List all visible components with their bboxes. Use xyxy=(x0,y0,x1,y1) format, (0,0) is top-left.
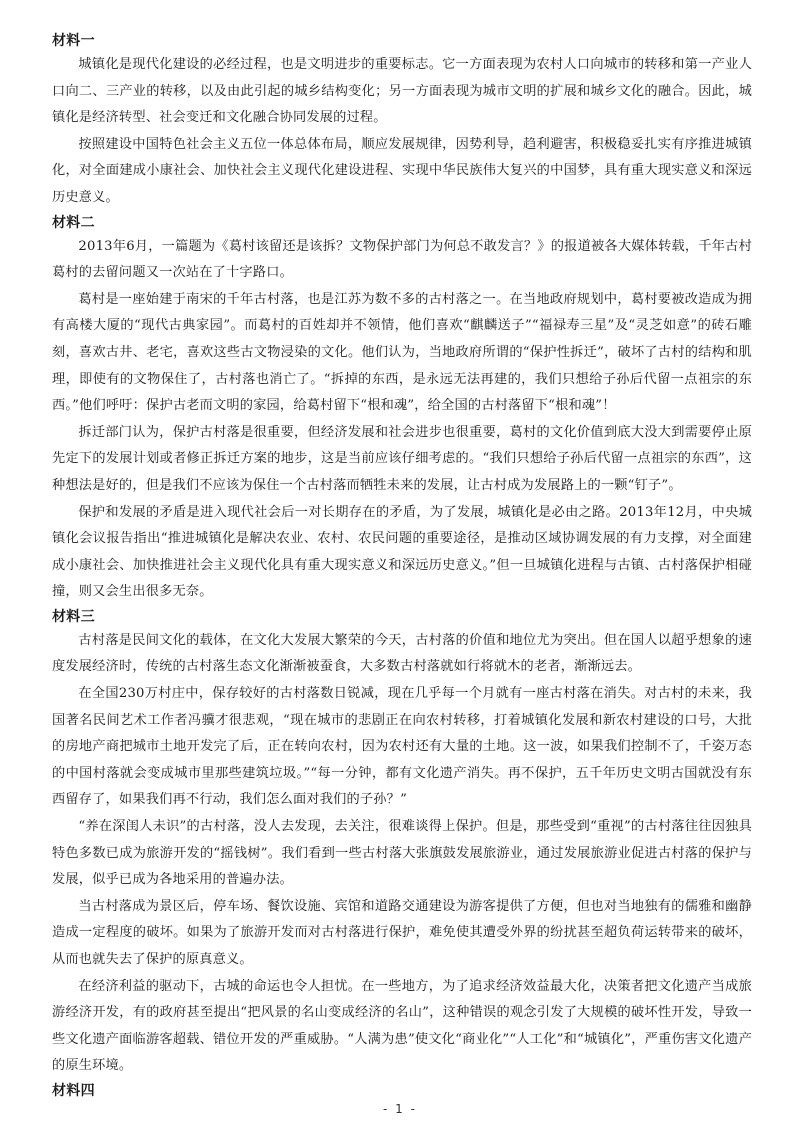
paragraph: 保护和发展的矛盾是进入现代社会后一对长期存在的矛盾，为了发展，城镇化是必由之路。2013年12月，中央城镇化会议报告指出“推进城镇化是解决农业、农村、农民问题的重要途径，是推动区域协调发展的有力支撑，对全面建成小康社会、加快推进社会主义现代化具有重大现实意义和深远历史意义。”但一旦城镇化进程与古镇、古村落保护相碰撞，则又会生出很多无奈。 xyxy=(52,504,752,600)
section-heading: 材料一 xyxy=(52,33,95,49)
document-page xyxy=(52,30,752,1102)
paragraph: 在经济利益的驱动下，古城的命运也令人担忧。在一些地方，为了追求经济效益最大化，决策者把文化遗产当成旅游经济开发，有的政府甚至提出“把风景的名山变成经济的名山”，这种错误的观念引发了大规模的破坏性开发，导致一些文化遗产面临游客超载、错位开发的严重威胁。“人满为患”使文化“商业化”“人工化”和“城镇化”，严重伤害文化遗产的原生环境。 xyxy=(52,978,752,1074)
material-two-section xyxy=(52,212,752,606)
paragraph: 按照建设中国特色社会主义五位一体总体布局，顺应发展规律，因势利导，趋利避害，积极稳妥扎实有序推进城镇化，对全面建成小康社会、加快社会主义现代化建设进程、实现中华民族伟大复兴的中国梦，具有重大现实意义和深远历史意义。 xyxy=(52,136,752,205)
section-heading: 材料三 xyxy=(52,608,95,625)
paragraph: 2013年6月，一篇题为《葛村该留还是该拆？文物保护部门为何总不敢发言？》的报道被各大媒体转载，千年古村葛村的去留问题又一次站在了十字路口。 xyxy=(52,238,752,281)
paragraph: 古村落是民间文化的载体，在文化大发展大繁荣的今天，古村落的价值和地位尤为突出。但在国人以超乎想象的速度发展经济时，传统的古村落生态文化渐渐被蚕食，大多数古村落就如行将就木的老者，渐渐远去。 xyxy=(52,632,752,675)
page-number: - 1 - xyxy=(383,1102,417,1116)
material-one-section xyxy=(52,30,752,212)
section-heading: 材料二 xyxy=(52,214,95,231)
paragraph: 拆迁部门认为，保护古村落是很重要，但经济发展和社会进步也很重要，葛村的文化价值到底大没大到需要停止原先定下的发展计划或者修正拆迁方案的地步，这是当前应该仔细考虑的。“我们只想给子孙后代留一点祖宗的东西”，这种想法是好的，但是我们不应该为保住一个古村落而牺牲未来的发展，让古村成为发展路上的一颗“钉子”。 xyxy=(52,424,752,493)
paragraph: 葛村是一座始建于南宋的千年古村落，也是江苏为数不多的古村落之一。在当地政府规划中，葛村要被改造成为拥有高楼大厦的“现代古典家园”。而葛村的百姓却并不领情，他们喜欢“麒麟送子”“福禄寿三星”及“灵芝如意”的砖石雕刻，喜欢古井、老宅，喜欢这些古文物浸染的文化。他们认为，当地政府所谓的“保护性拆迁”，破坏了古村的结构和肌理，即使有的文物保住了，古村落也消亡了。“拆掉的东西，是永远无法再建的，我们只想给子孙后代留一点祖宗的东西。”他们呼吁：保护古老而文明的家园，给葛村留下“根和魂”，给全国的古村落留下“根和魂”！ xyxy=(52,291,752,414)
paragraph: 当古村落成为景区后，停车场、餐饮设施、宾馆和道路交通建设为游客提供了方便，但也对当地独有的儒雅和幽静造成一定程度的破坏。如果为了旅游开发而对古村落进行保护，难免使其遭受外界的纷扰甚至超负荷运转带来的破坏，从而也就失去了保护的原真意义。 xyxy=(52,898,752,967)
paragraph: “养在深闺人未识”的古村落，没人去发现，去关注，很难谈得上保护。但是，那些受到“重视”的古村落往往因独具特色多数已成为旅游开发的“摇钱树”。我们看到一些古村落大张旗鼓发展旅游业，通过发展旅游业促进古村落的保护与发展，似乎已成为各地采用的普遍办法。 xyxy=(52,819,752,888)
material-four-section xyxy=(52,1080,752,1102)
paragraph: 城镇化是现代化建设的必经过程，也是文明进步的重要标志。它一方面表现为农村人口向城市的转移和第一产业人口向二、三产业的转移，以及由此引起的城乡结构变化；另一方面表现为城市文明的扩展和城乡文化的融合。因此，城镇化是经济转型、社会变迁和文化融合协同发展的过程。 xyxy=(52,57,752,126)
material-three-section xyxy=(52,606,752,1080)
section-heading: 材料四 xyxy=(52,1082,95,1099)
paragraph: 在全国230万村庄中，保存较好的古村落数日锐减，现在几乎每一个月就有一座古村落在消失。对古村的未来，我国著名民间艺术工作者冯骥才很悲观，“现在城市的悲剧正在向农村转移，打着城镇化发展和新农村建设的口号，大批的房地产商把城市土地开发完了后，正在转向农村，因为农村还有大量的土地。这一波，如果我们控制不了，千姿万态的中国村落就会变成城市里那些建筑垃圾。”“每一分钟，都有文化遗产消失。再不保护，五千年历史文明古国就没有东西留存了，如果我们再不行动，我们怎么面对我们的子孙？” xyxy=(52,686,752,808)
